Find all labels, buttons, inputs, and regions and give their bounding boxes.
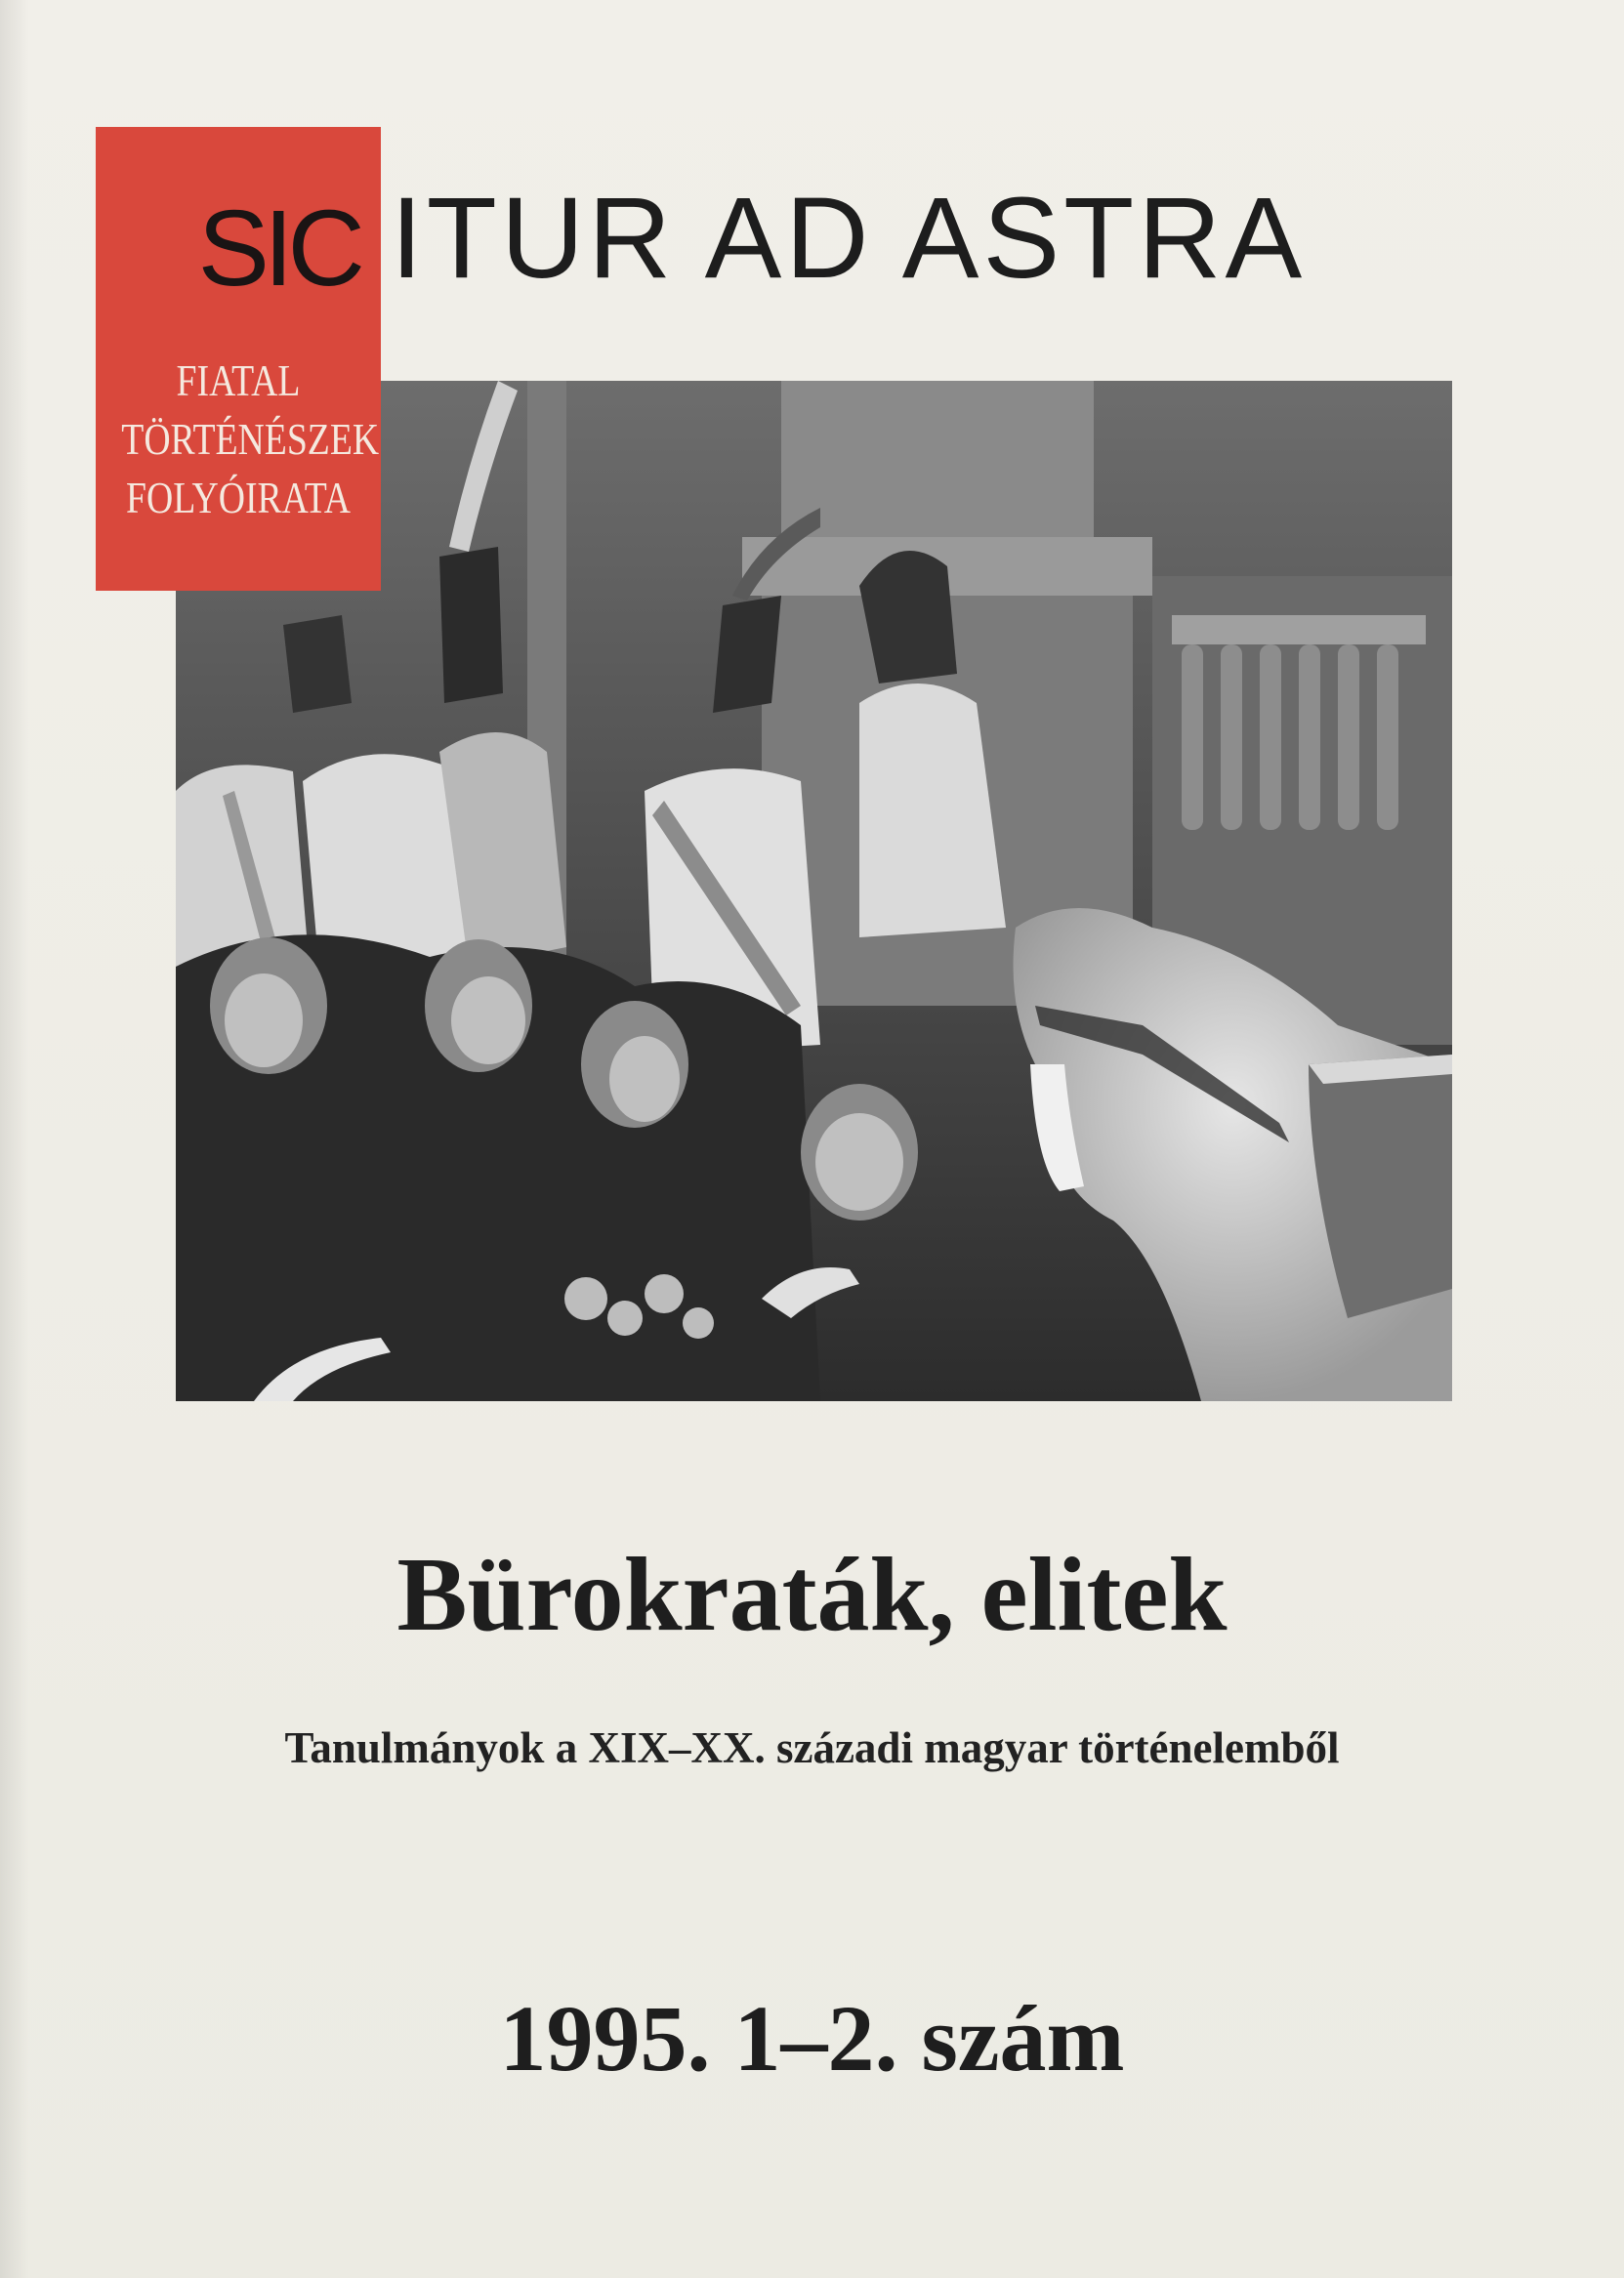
label-line-3: FOLYÓIRATA xyxy=(125,473,352,522)
spine-shadow xyxy=(0,0,29,2278)
journal-label-box xyxy=(96,127,381,591)
masthead-title: ITUR AD ASTRA xyxy=(391,174,1307,303)
issue-number: 1995. 1–2. szám xyxy=(499,1986,1125,2091)
label-subtitle xyxy=(96,352,381,527)
issue-subtitle: Tanulmányok a XIX–XX. századi magyar történelemből xyxy=(284,1723,1340,1772)
label-line-1: FIATAL xyxy=(176,355,301,405)
label-line-2: TÖRTÉNÉSZEK xyxy=(121,414,380,464)
logo-sic: SIC xyxy=(197,188,359,309)
issue-title: Bürokraták, elitek xyxy=(396,1537,1228,1653)
